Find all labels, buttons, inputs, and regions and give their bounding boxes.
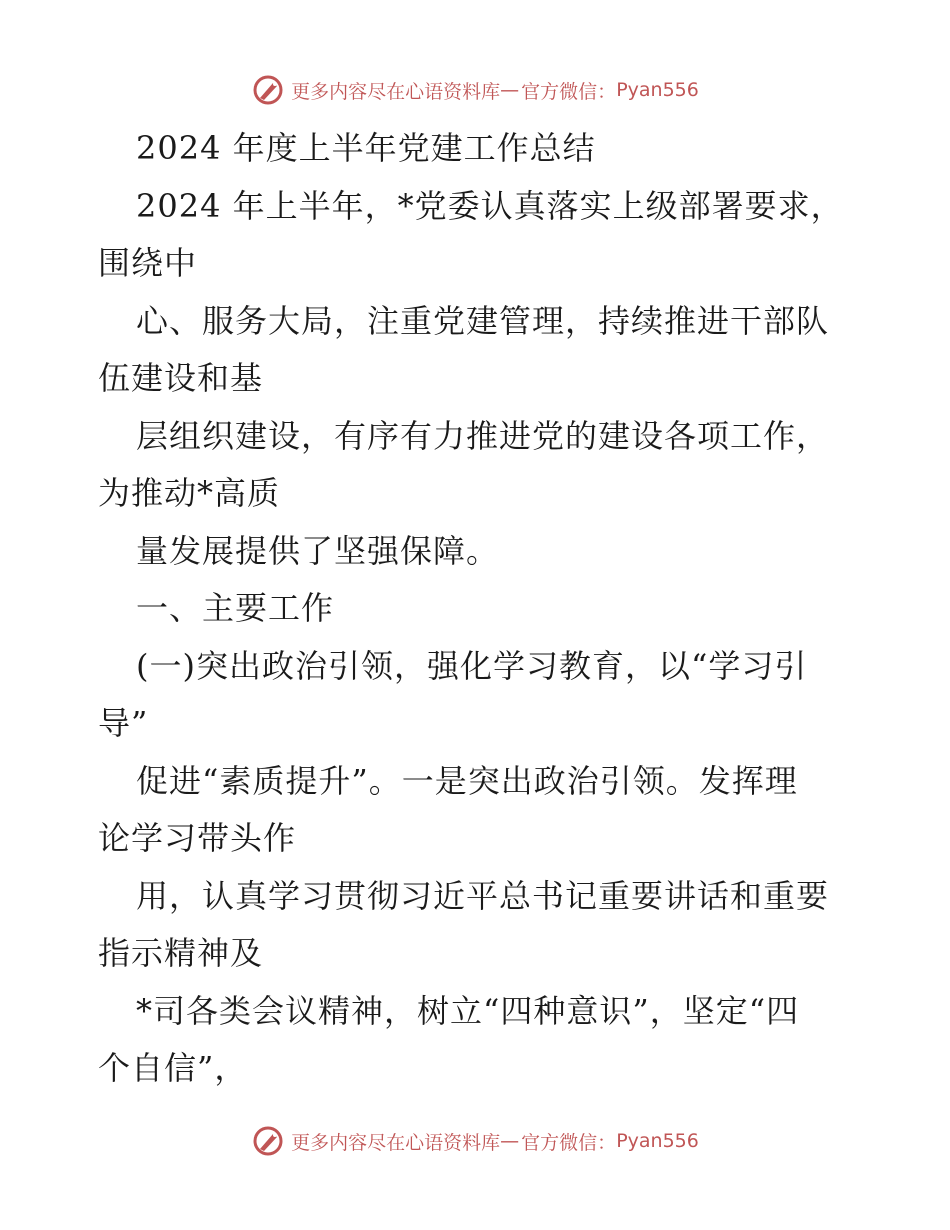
paragraph-line: 用，认真学习贯彻习近平总书记重要讲话和重要: [136, 876, 830, 915]
banner-wechat-id: Pyan556: [616, 1130, 699, 1152]
banner-dash: —: [500, 79, 520, 101]
paragraph-line: 论学习带头作: [98, 819, 297, 857]
paragraph-line: 心、服务大局，注重党建管理，持续推进干部队: [136, 301, 830, 340]
section-heading: 一、主要工作: [136, 589, 335, 627]
paragraph-line: 导”: [98, 704, 149, 742]
pen-logo-icon: [251, 73, 285, 107]
paragraph-line: 量发展提供了坚强保障。: [136, 531, 500, 570]
paragraph-line: 促进“素质提升”。一是突出政治引领。发挥理: [136, 761, 798, 800]
banner-wechat-label: 官方微信：: [521, 80, 617, 103]
banner-wechat-label: 官方微信：: [521, 1131, 617, 1154]
header-banner: [0, 70, 950, 110]
document-title: 2024 年度上半年党建工作总结: [136, 129, 596, 167]
subsection-heading: (一)突出政治引领，强化学习教育，以“学习引: [136, 646, 808, 685]
paragraph-line: 2024 年上半年，*党委认真落实上级部署要求，: [136, 186, 844, 225]
paragraph-line: 伍建设和基: [98, 359, 264, 397]
paragraph-line: 围绕中: [98, 244, 198, 282]
banner-text: 更多内容尽在心语资料库: [291, 80, 501, 103]
document-body: [98, 120, 858, 1098]
paragraph-line: 指示精神及: [98, 934, 264, 972]
paragraph-line: 层组织建设，有序有力推进党的建设各项工作，: [136, 416, 830, 455]
paragraph-line: 个自信”，: [98, 1049, 248, 1087]
footer-banner: [0, 1121, 950, 1161]
pen-logo-icon: [251, 1124, 285, 1158]
banner-text: 更多内容尽在心语资料库: [291, 1131, 501, 1154]
banner-wechat-id: Pyan556: [616, 79, 699, 101]
paragraph-line: *司各类会议精神，树立“四种意识”，坚定“四: [136, 991, 800, 1030]
banner-dash: —: [500, 1130, 520, 1152]
paragraph-line: 为推动*高质: [98, 474, 281, 512]
